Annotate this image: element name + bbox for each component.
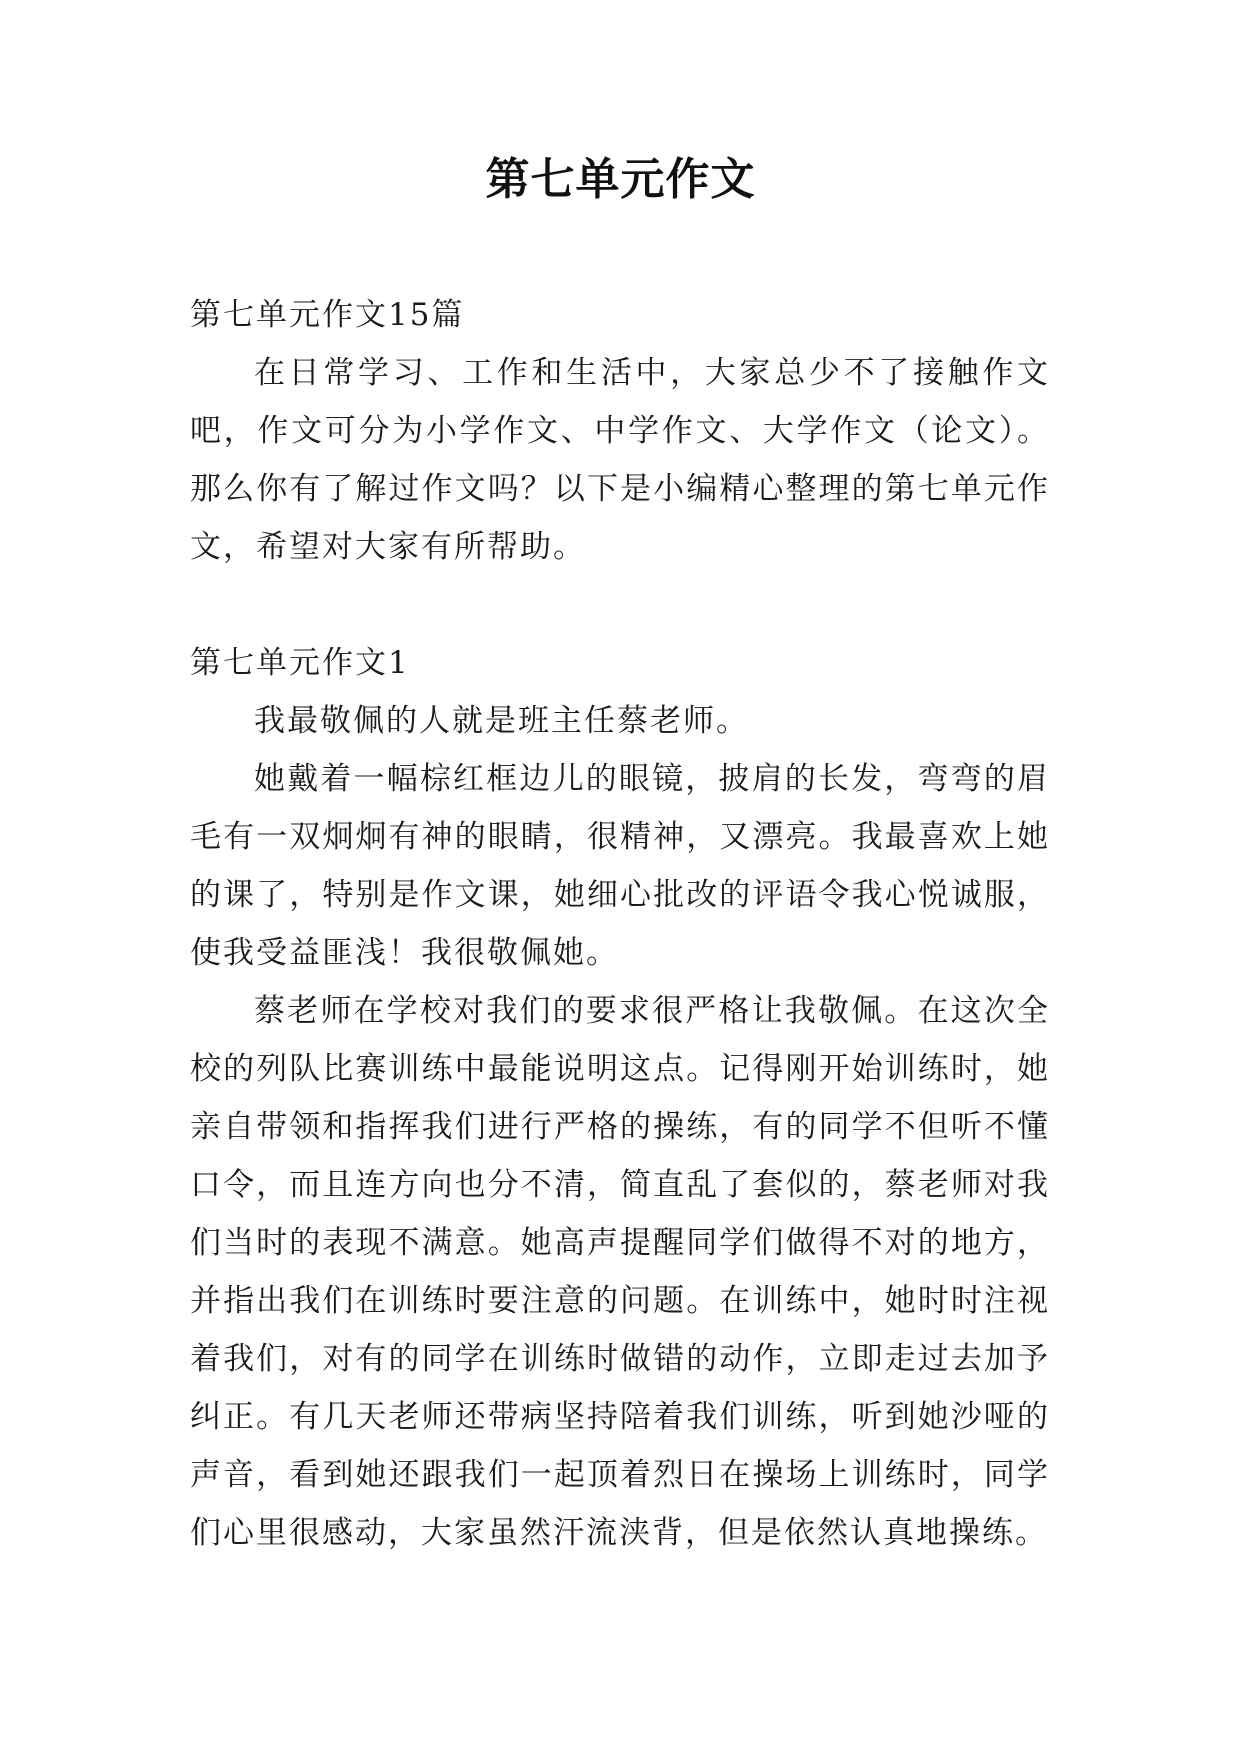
intro-paragraph: 在日常学习、工作和生活中，大家总少不了接触作文吧，作文可分为小学作文、中学作文、大学作文（论文）。那么你有了解过作文吗？以下是小编精心整理的第七单元作文，希望对大家有所帮助。 (190, 355, 1050, 565)
document-subtitle: 第七单元作文15篇 (190, 297, 465, 333)
document-body (190, 286, 1050, 1562)
body-paragraph: 蔡老师在学校对我们的要求很严格让我敬佩。在这次全校的列队比赛训练中最能说明这点。记得刚开始训练时，她亲自带领和指挥我们进行严格的操练，有的同学不但听不懂口令，而且连方向也分不清，简直乱了套似的，蔡老师对我们当时的表现不满意。她高声提醒同学们做得不对的地方，并指出我们在训练时要注意的问题。在训练中，她时时注视着我们，对有的同学在训练时做错的动作，立即走过去加予纠正。有几天老师还带病坚持陪着我们训练，听到她沙哑的声音，看到她还跟我们一起顶着烈日在操场上训练时，同学们心里很感动，大家虽然汗流浃背，但是依然认真地操练。 (190, 993, 1050, 1551)
section-spacer (190, 576, 1050, 634)
document-title: 第七单元作文 (485, 154, 756, 205)
body-paragraph: 她戴着一幅棕红框边儿的眼镜，披肩的长发，弯弯的眉毛有一双炯炯有神的眼睛，很精神，又漂亮。我最喜欢上她的课了，特别是作文课，她细心批改的评语令我心悦诚服，使我受益匪浅！我很敬佩她。 (190, 761, 1050, 971)
body-paragraph: 我最敬佩的人就是班主任蔡老师。 (254, 703, 749, 739)
section-heading: 第七单元作文1 (190, 645, 410, 681)
